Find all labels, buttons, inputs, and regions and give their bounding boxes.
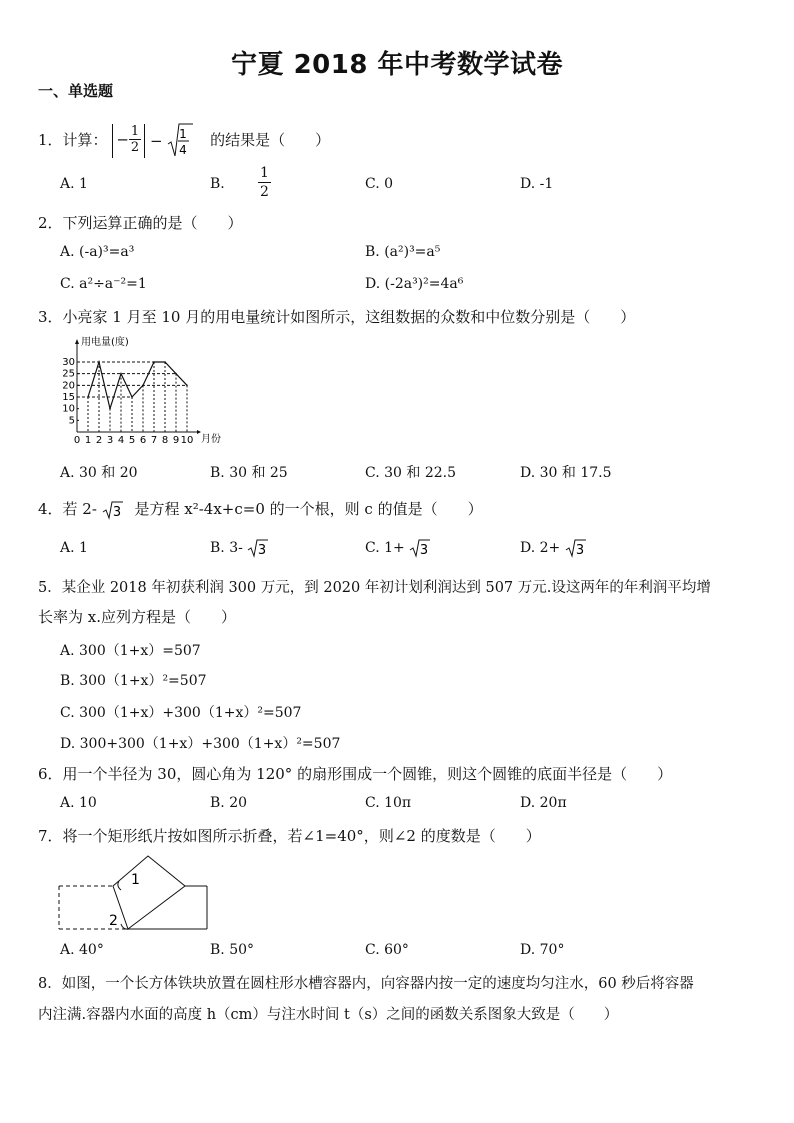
x-tick-label: 7: [150, 435, 158, 446]
q4-option-a: A. 1: [60, 540, 88, 556]
x-tick-label: 0: [73, 435, 81, 446]
q6-option-d: D. 20π: [520, 795, 567, 811]
q5-option-c: C. 300（1+x）+300（1+x）²=507: [60, 705, 302, 721]
question-2: 2．下列运算正确的是（ ）: [38, 214, 243, 232]
question-8-line-2: 内注满.容器内水面的高度 h（cm）与注水时间 t（s）之间的函数关系图象大致是（ ）: [38, 1007, 619, 1023]
q4-option-c: C. 1+ 3: [365, 538, 431, 558]
data-point: [164, 361, 166, 363]
svg-text:4: 4: [179, 143, 188, 157]
question-3: 3．小亮家 1 月至 10 月的用电量统计如图所示，这组数据的众数和中位数分别是（ ）: [38, 308, 636, 326]
x-tick-label: 5: [128, 435, 136, 446]
y-tick-label: 25: [62, 368, 75, 380]
question-4-prefix: 4．若 2-: [38, 500, 97, 518]
fraction-half: $\frac{1}{2}$: [130, 124, 140, 155]
x-tick-label: 1: [84, 435, 92, 446]
angle-1-label: 1: [131, 872, 140, 888]
data-point: [131, 396, 133, 398]
page-title: 宁夏 2018 年中考数学试卷: [231, 50, 563, 80]
q6-option-c: C. 10π: [365, 795, 412, 811]
y-axis-arrow: [75, 339, 79, 344]
y-tick-label: 20: [62, 380, 75, 392]
q1-option-c: C. 0: [365, 176, 394, 192]
sqrt-three-icon: [409, 538, 431, 558]
section-heading: 一、单选题: [38, 82, 114, 100]
q7-option-c: C. 60°: [365, 942, 409, 958]
data-point: [98, 361, 100, 363]
q1-option-d: D. -1: [520, 176, 554, 192]
question-5-line-1: 5．某企业 2018 年初获利润 300 万元，到 2020 年初计划利润达到 507 万元.设这两年的年利润平均增: [38, 580, 711, 596]
x-tick-label: 2: [95, 435, 103, 446]
y-tick-label: 30: [62, 357, 75, 368]
svg-text:3: 3: [575, 543, 584, 558]
absolute-value: − $\frac{1}{2}$: [112, 124, 145, 158]
y-tick-label: 15: [62, 392, 75, 403]
y-tick-label: 5: [68, 415, 75, 427]
question-7: 7．将一个矩形纸片按如图所示折叠，若∠1=40°，则∠2 的度数是（ ）: [38, 827, 541, 845]
data-point: [120, 373, 122, 375]
q7-option-a: A. 40°: [60, 942, 104, 958]
svg-text:1: 1: [179, 127, 188, 141]
q4-option-b: B. 3- 3: [210, 538, 269, 558]
q6-option-a: A. 10: [60, 795, 97, 811]
x-tick-label: 9: [172, 435, 180, 446]
x-tick-label: 6: [139, 435, 147, 446]
question-8-line-1: 8．如图，一个长方体铁块放置在圆柱形水槽容器内，向容器内按一定的速度均匀注水，60 秒后将容器: [38, 976, 694, 992]
question-6: 6．用一个半径为 30，圆心角为 120° 的扇形围成一个圆锥，则这个圆锥的底面半径是（ ）: [38, 765, 673, 783]
question-1-prefix: 1．计算：: [38, 131, 108, 149]
q3-option-d: D. 30 和 17.5: [520, 465, 612, 481]
q2-option-a: A. (-a)³=a³: [60, 244, 135, 260]
data-point: [109, 408, 111, 410]
q2-option-d: D. (-2a³)²=4a⁶: [365, 276, 464, 292]
q5-option-d: D. 300+300（1+x）+300（1+x）²=507: [60, 736, 341, 752]
sqrt-sign-icon: [167, 122, 193, 160]
question-4-suffix: 是方程 x²-4x+c=0 的一个根，则 c 的值是（ ）: [134, 500, 483, 518]
data-point: [142, 385, 144, 387]
svg-text:3: 3: [258, 543, 267, 558]
sqrt-three-icon: [102, 500, 124, 520]
q1-option-a: A. 1: [60, 176, 88, 192]
x-tick-label: 10: [180, 435, 194, 446]
x-axis-label: 月份: [201, 434, 221, 445]
angle-2-label: 2: [109, 913, 118, 929]
q1-option-b-fraction: $\frac{1}{2}$: [260, 165, 269, 200]
y-tick-label: 10: [62, 403, 75, 415]
x-tick-label: 3: [106, 435, 114, 446]
q1-option-b: B.: [210, 176, 225, 192]
q6-option-b: B. 20: [210, 795, 248, 811]
q3-option-a: A. 30 和 20: [60, 465, 138, 481]
q2-option-c: C. a²÷a⁻²=1: [60, 276, 147, 292]
q5-option-b: B. 300（1+x）²=507: [60, 673, 207, 689]
folded-rectangle-diagram: [55, 850, 215, 932]
question-1: 1．计算： − $\frac{1}{2}$ − 1 4 的结果是（ ）: [38, 122, 330, 160]
x-tick-label: 8: [161, 435, 169, 446]
q4-option-d: D. 2+ 3: [520, 538, 587, 558]
folded-flap: [113, 856, 185, 929]
q7-option-b: B. 50°: [210, 942, 255, 958]
question-1-suffix: 的结果是（ ）: [210, 131, 331, 149]
sqrt-three-icon: [247, 538, 269, 558]
electricity-usage-chart: [55, 334, 245, 450]
q2-option-b: B. (a²)³=a⁵: [365, 244, 441, 260]
data-point: [175, 373, 177, 375]
question-4: [38, 498, 483, 520]
x-tick-label: 4: [117, 435, 125, 446]
angle-1-arc: [118, 881, 121, 890]
data-point: [153, 361, 155, 363]
data-point: [186, 385, 188, 387]
svg-text:3: 3: [420, 543, 429, 558]
data-point: [87, 396, 89, 398]
y-axis-label: 用电量(度): [81, 337, 129, 348]
sqrt-three-icon: [565, 538, 587, 558]
q5-option-a: A. 300（1+x）=507: [60, 643, 201, 659]
q3-option-b: B. 30 和 25: [210, 465, 288, 481]
question-5-line-2: 长率为 x.应列方程是（ ）: [38, 608, 236, 626]
q3-option-c: C. 30 和 22.5: [365, 465, 456, 481]
q7-option-d: D. 70°: [520, 942, 565, 958]
svg-text:3: 3: [112, 505, 121, 520]
